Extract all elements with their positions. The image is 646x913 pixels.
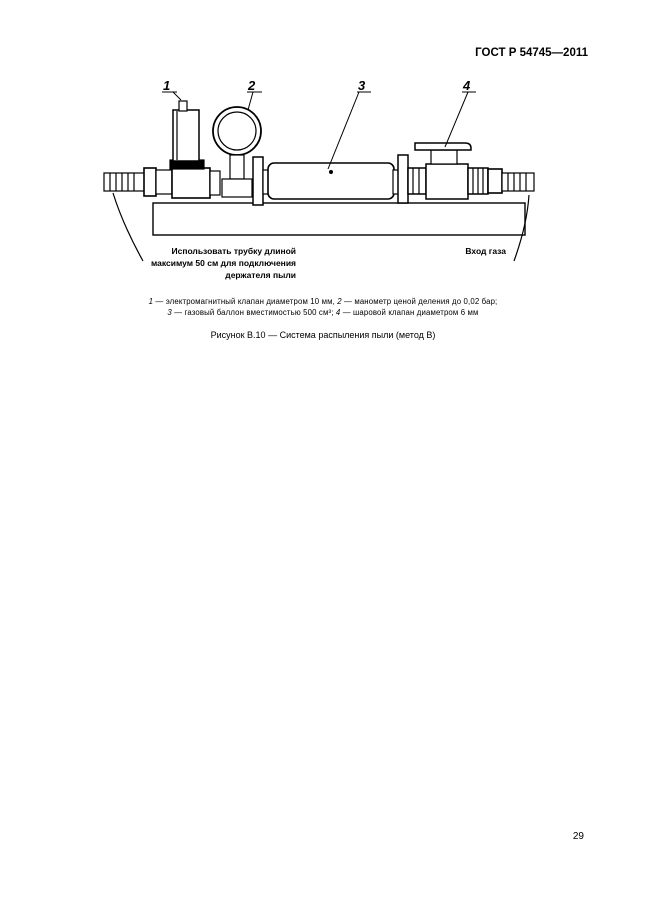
left-hose-nozzle [104,168,156,196]
base-plate [153,203,525,235]
right-hose-nozzle [488,169,534,193]
hose-length-note-line: максимум 50 см для подключения [150,258,296,268]
legend-text: — манометр ценой деления до 0,02 бар; [341,297,498,306]
gas-cylinder [268,163,394,199]
ball-valve [408,143,488,199]
legend-text: — шаровой клапан диаметром 6 мм [340,308,479,317]
left-flange [253,157,263,205]
legend-text: — электромагнитный клапан диаметром 10 мм, [153,297,338,306]
callout-label-2: 2 [248,78,256,93]
hose-length-note-line: Использовать трубку длиной [171,246,296,256]
document-header-code: ГОСТ Р 54745—2011 [475,47,588,59]
figure-caption: Рисунок В.10 — Система распыления пыли (метод В) [210,330,436,340]
legend-line-1 [60,296,586,307]
solenoid-valve [156,101,220,198]
callout-label-4: 4 [463,78,471,93]
callout-label-3: 3 [358,78,366,93]
hose-length-note [148,245,296,281]
legend-text: — газовый баллон вместимостью 500 см³; [171,308,336,317]
legend-number: 3 [167,308,172,317]
legend-number: 4 [335,308,341,317]
legend-number: 1 [148,297,154,306]
hose-length-note-line: держателя пыли [225,270,296,280]
callout-label-1: 1 [163,78,171,93]
page-number: 29 [572,831,584,842]
left-hose [113,193,143,261]
figure-legend [60,296,586,318]
legend-line-2 [60,307,586,318]
gas-inlet-note: Вход газа [465,246,506,256]
right-flange [398,155,408,203]
legend-number: 2 [337,297,342,306]
